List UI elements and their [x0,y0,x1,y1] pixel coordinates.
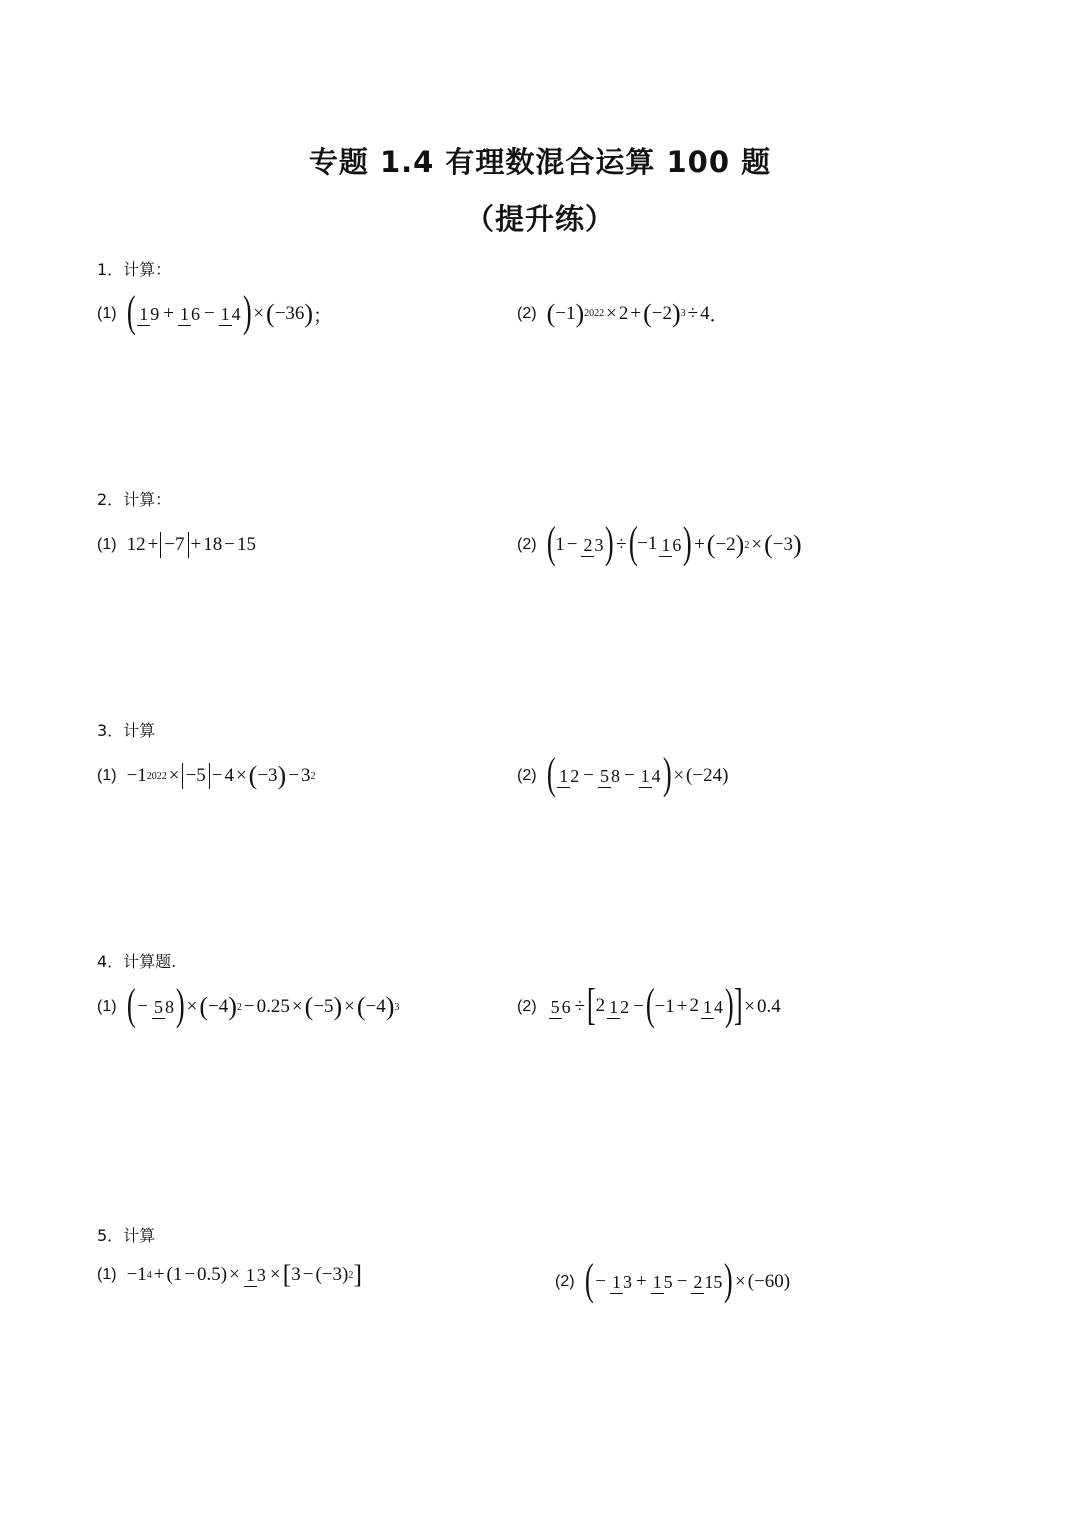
question-1-heading: 1．计算： [97,260,172,279]
question-5-part-1 [97,1262,362,1288]
math-expression: ( − 1 3 + 1 5 − 2 15 ) × ( −60 ) [584,1255,791,1304]
math-expression: ( 1 9 + 1 6 − 1 4 ) × ( −36 ) ； [126,287,333,336]
part-label: (1) [97,767,117,784]
part-label: (2) [555,1273,575,1290]
math-expression: 5 6 ÷ [ 2 1 2 − ( −1 + 2 1 4 ) ] × 0.4 [550,980,781,1029]
part-label: (1) [97,536,117,553]
question-5-heading: 5．计算 [97,1226,156,1245]
question-4-part-2 [517,980,781,1029]
question-3-part-1 [97,763,315,789]
document-subtitle: （提升练） [464,202,615,236]
question-3-heading: 3．计算 [97,721,156,740]
question-2-part-2 [517,518,802,567]
part-label: (1) [97,1266,117,1283]
math-expression: −1 4 + ( 1 − 0.5 ) × 1 3 × [ 3 − ( −3 ) 2 ] [126,1260,362,1289]
question-4-heading: 4．计算题. [97,952,177,971]
part-label: (2) [517,998,537,1015]
math-expression: ( −1 ) 2022 × 2 + ( −2 ) 3 ÷ 4 ． [546,298,729,328]
question-3-part-2 [517,749,729,798]
document-title: 专题 1.4 有理数混合运算 100 题 [308,145,772,179]
math-expression: ( 1 − 2 3 ) ÷ ( −1 1 6 ) + ( −2 ) 2 × ( −3 ) [546,518,802,567]
question-1-part-2 [517,300,729,327]
math-expression: ( − 5 8 ) × ( −4 ) 2 − 0.25 × ( −5 ) × ( −4 ) 3 [126,980,400,1029]
part-label: (2) [517,304,537,322]
part-label: (2) [517,536,537,553]
part-label: (2) [517,767,537,784]
question-4-part-1 [97,980,400,1029]
question-2-heading: 2．计算： [97,490,172,509]
math-expression: 12 + −7 + 18 − 15 [127,532,256,558]
question-1-part-1 [97,287,333,336]
part-label: (1) [97,998,117,1015]
question-2-part-1 [97,532,256,558]
question-5-part-2 [555,1255,791,1304]
math-expression: −1 2022 × −5 − 4 × ( −3 ) − 3 2 [126,761,316,790]
part-label: (1) [97,305,117,322]
math-expression: ( 1 2 − 5 8 − 1 4 ) × ( −24 ) [546,749,729,798]
